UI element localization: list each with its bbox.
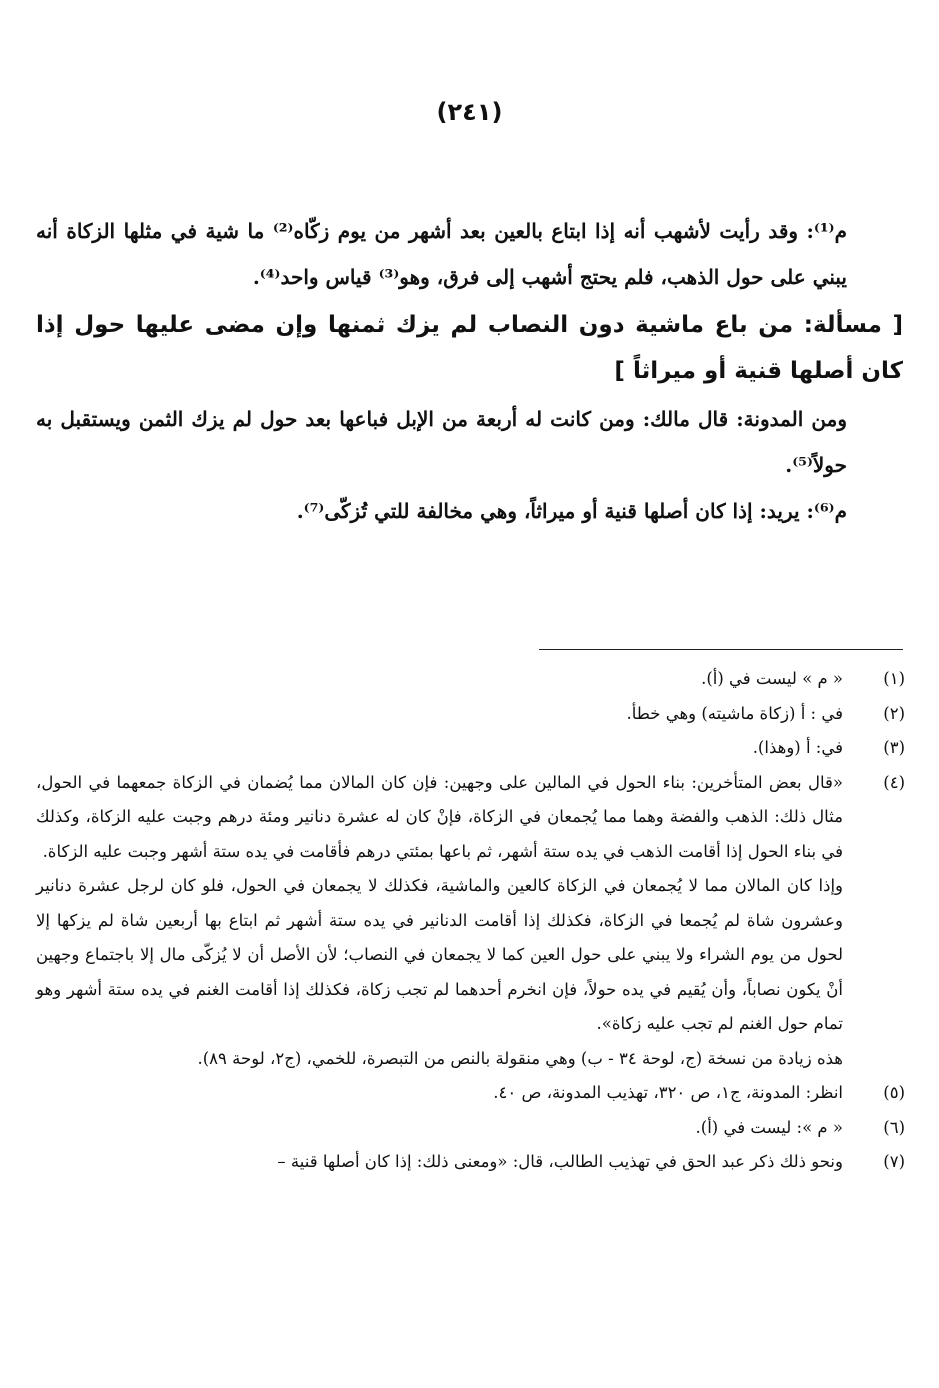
footnote-number: (٢) bbox=[883, 703, 905, 723]
footnotes bbox=[36, 662, 905, 1180]
footnote-number: (٤) bbox=[883, 772, 905, 792]
footnote-text: في : أ (زكاة ماشيته) وهي خطأ. bbox=[626, 703, 843, 723]
footnote-number: (٦) bbox=[883, 1117, 905, 1137]
section-heading: [ مسألة: من باع ماشية دون النصاب لم يزك ثمنها وإن مضى عليها حول إذا كان أصلها قنية أو ميراثاً ] bbox=[36, 312, 903, 384]
paragraph-1: م⁽¹⁾: وقد رأيت لأشهب أنه إذا ابتاع بالعين بعد أشهر من يوم زكّاه⁽²⁾ ما شية في مثلها الزكاة أنه يبني على حول الذهب، فلم يحتج أشهب إلى فرق، وهو⁽³⁾ قياس واحد⁽⁴⁾. bbox=[36, 219, 847, 289]
page-number: (٢٤١) bbox=[436, 98, 503, 126]
footnote-3 bbox=[36, 731, 905, 766]
footnote-text: «قال بعض المتأخرين: بناء الحول في المالين على وجهين: فإن كان المالان مما يُضمان في الزكاة جمعهما في الحول، مثال ذلك: الذهب والفضة وهما مما يُجمعان في الزكاة، فإنْ كان له عشرة دنانير ومئة درهم وجبت عليه الزكاة، وكذلك في بناء الحول إذا أقامت الذهب في يده ستة أشهر، ثم باعها بمئتي درهم فأقامت في يده ستة أشهر وجبت عليه الزكاة. bbox=[36, 772, 843, 861]
footnote-separator bbox=[539, 649, 903, 650]
footnote-text: في: أ (وهذا). bbox=[752, 738, 843, 757]
paragraph-3: م⁽⁶⁾: يريد: إذا كان أصلها قنية أو ميراثاً، وهي مخالفة للتي تُزكّى⁽⁷⁾. bbox=[296, 499, 847, 523]
footnote-number: (٣) bbox=[883, 738, 905, 757]
footnote-number: (٧) bbox=[883, 1152, 905, 1171]
paragraph-2: ومن المدونة: قال مالك: ومن كانت له أربعة من الإبل فباعها بعد حول لم يزك الثمن ويستقبل به حولاً⁽⁵⁾. bbox=[36, 407, 847, 477]
footnote-text: انظر: المدونة، ج١، ص ٣٢٠، تهذيب المدونة، ص ٤٠. bbox=[493, 1083, 843, 1102]
footnote-text: « م »: ليست في (أ). bbox=[695, 1117, 843, 1137]
footnote-number: (١) bbox=[883, 669, 905, 688]
footnote-6 bbox=[36, 1111, 905, 1146]
footnote-text: ونحو ذلك ذكر عبد الحق في تهذيب الطالب، قال: «ومعنى ذلك: إذا كان أصلها قنية – bbox=[277, 1152, 843, 1171]
footnote-7 bbox=[36, 1145, 905, 1180]
footnote-text: « م » ليست في (أ). bbox=[701, 669, 843, 688]
main-text bbox=[36, 208, 903, 534]
footnote-2 bbox=[36, 697, 905, 732]
footnote-4-continuation: وإذا كان المالان مما لا يُجمعان في الزكاة كالعين والماشية، فكذلك لا يجمعان في الحول، فلو كان لرجل عشرة دنانير وعشرون شاة لم يُجمعا في الزكاة، فكذلك إذا أقامت الدنانير في يده ستة أشهر ثم ابتاع بها أربعين شاة لم يزكها إلا لحول من يوم الشراء ولا يبني على حول العين كما لا يجمعان في النصاب؛ لأن الأصل أن لا يُزكّى مال إلا باجتماع وجهين أنْ يكون نصاباً، وأن يُقيم في يده حولاً، فإن انخرم أحدهما لم تجب زكاة، فكذلك إذا أقامت الغنم في يده ستة أشهر وهو تمام حول الغنم لم تجب عليه زكاة». bbox=[36, 876, 843, 1033]
footnote-1 bbox=[36, 662, 905, 697]
footnote-4-source-note: هذه زيادة من نسخة (ج، لوحة ٣٤ - ب) وهي منقولة بالنص من التبصرة، للخمي، (ج٢، لوحة ٨٩). bbox=[197, 1048, 843, 1068]
footnote-number: (٥) bbox=[883, 1083, 905, 1102]
footnote-4 bbox=[36, 766, 905, 870]
footnote-5 bbox=[36, 1076, 905, 1111]
